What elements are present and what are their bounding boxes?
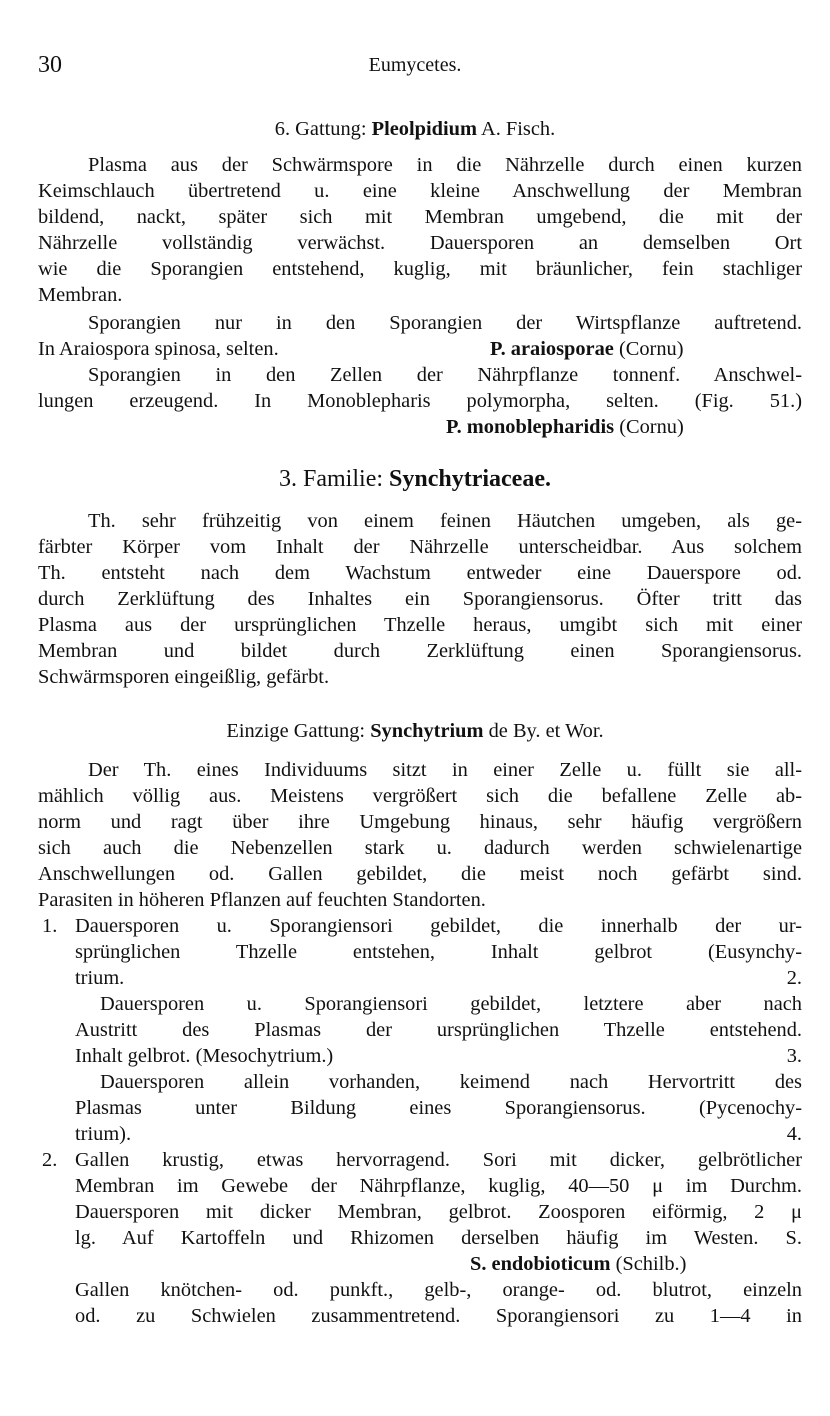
genus-heading-name: Synchytrium — [370, 720, 484, 742]
genus-heading-prefix: 6. Gattung: — [274, 118, 367, 140]
key-reference: 3. — [786, 1045, 802, 1067]
species-line — [490, 336, 802, 362]
species-line — [446, 414, 802, 440]
key-reference: 2. — [786, 967, 802, 989]
genus-heading — [0, 116, 830, 142]
genus-desc-line: Anschwellungen od. Gallen gebildet, die meist noch gefärbt sind. — [38, 863, 802, 885]
genus-desc-line: Plasma aus der Schwärmspore in die Nährzelle durch einen kurzen — [88, 154, 802, 176]
species-name: P. araiosporae — [490, 338, 614, 360]
species-author: (Cornu) — [618, 338, 684, 360]
genus-desc-line: Nährzelle vollständig verwächst. Dauersporen an demselben Ort — [38, 232, 802, 254]
genus-heading-author: A. Fisch. — [481, 118, 556, 140]
family-desc-line: Plasma aus der ursprünglichen Thzelle heraus, umgibt sich mit einer — [38, 614, 802, 636]
genus-desc-line: sich auch die Nebenzellen stark u. dadurch werden schwielenartige — [38, 837, 802, 859]
key-line: Dauersporen allein vorhanden, keimend nach Hervortritt des — [100, 1071, 802, 1093]
page-number: 30 — [38, 52, 62, 78]
family-heading — [0, 466, 830, 493]
family-desc-line: Schwärmsporen eingeißlig, gefärbt. — [38, 666, 330, 688]
key-line: Plasmas unter Bildung eines Sporangiensorus. (Pycenochy- — [75, 1097, 802, 1119]
key-line: Inhalt gelbrot. (Mesochytrium.) — [75, 1045, 334, 1067]
key-line: Austritt des Plasmas der ursprünglichen Thzelle entstehend. — [75, 1019, 802, 1041]
key-line: trium). — [75, 1123, 132, 1145]
family-desc-line: Th. entsteht nach dem Wachstum entweder eine Dauerspore od. — [38, 562, 802, 584]
species-author: (Cornu) — [619, 416, 684, 438]
genus-heading — [0, 718, 830, 744]
family-desc-line: durch Zerklüftung des Inhaltes ein Sporangiensorus. Öfter tritt das — [38, 588, 802, 610]
key-line: od. zu Schwielen zusammentretend. Sporangiensori zu 1—4 in — [75, 1305, 802, 1327]
key-line: lungen erzeugend. In Monoblepharis polymorpha, selten. (Fig. 51.) — [38, 390, 802, 412]
key-line: Dauersporen u. Sporangiensori gebildet, letztere aber nach — [100, 993, 802, 1015]
running-title: Eumycetes. — [368, 54, 462, 76]
genus-heading-prefix: Einzige Gattung: — [226, 720, 366, 742]
species-line — [470, 1251, 802, 1277]
key-line: Sporangien nur in den Sporangien der Wirtspflanze auftretend. — [88, 312, 802, 334]
key-reference: 4. — [786, 1123, 802, 1145]
genus-desc-line: norm und ragt über ihre Umgebung hinaus, sehr häufig vergrößern — [38, 811, 802, 833]
genus-desc-line: Der Th. eines Individuums sitzt in einer Zelle u. füllt sie all- — [88, 759, 802, 781]
key-line: Dauersporen mit dicker Membran, gelbrot. Zoosporen eiförmig, 2 μ — [75, 1201, 802, 1223]
species-name: P. monoblepharidis — [446, 416, 615, 438]
key-number: 1. — [42, 915, 58, 937]
family-desc-line: Th. sehr frühzeitig von einem feinen Häutchen umgeben, als ge- — [88, 510, 802, 532]
family-heading-prefix: 3. Familie: — [279, 466, 384, 492]
key-text: In Araiospora spinosa, selten. — [38, 338, 279, 360]
key-line: Dauersporen u. Sporangiensori gebildet, die innerhalb der ur- — [75, 915, 802, 937]
genus-desc-line: bildend, nackt, später sich mit Membran umgebend, die mit der — [38, 206, 802, 228]
genus-desc-line: mählich völlig aus. Meistens vergrößert sich die befallene Zelle ab- — [38, 785, 802, 807]
species-author: (Schilb.) — [615, 1253, 687, 1275]
key-line: sprünglichen Thzelle entstehen, Inhalt gelbrot (Eusynchy- — [75, 941, 802, 963]
key-line: Membran im Gewebe der Nährpflanze, kuglig, 40—50 μ im Durchm. — [75, 1175, 802, 1197]
key-line: trium. — [75, 967, 125, 989]
genus-heading-author: de By. et Wor. — [488, 720, 604, 742]
genus-desc-line: wie die Sporangien entstehend, kuglig, mit bräunlicher, fein stachliger — [38, 258, 802, 280]
family-heading-name: Synchytriaceae. — [389, 466, 551, 492]
genus-desc-line: Keimschlauch übertretend u. eine kleine Anschwellung der Membran — [38, 180, 802, 202]
genus-desc-line: Parasiten in höheren Pflanzen auf feuchten Standorten. — [38, 889, 486, 911]
key-line: Gallen krustig, etwas hervorragend. Sori mit dicker, gelbrötlicher — [75, 1149, 802, 1171]
genus-desc-line: Membran. — [38, 284, 123, 306]
species-name: S. endobioticum — [470, 1253, 611, 1275]
family-desc-line: Membran und bildet durch Zerklüftung einen Sporangiensorus. — [38, 640, 802, 662]
key-line: Sporangien in den Zellen der Nährpflanze tonnenf. Anschwel- — [88, 364, 802, 386]
family-desc-line: färbter Körper vom Inhalt der Nährzelle unterscheidbar. Aus solchem — [38, 536, 802, 558]
genus-heading-name: Pleolpidium — [371, 118, 478, 140]
key-line: Gallen knötchen- od. punkft., gelb-, orange- od. blutrot, einzeln — [75, 1279, 802, 1301]
key-line: lg. Auf Kartoffeln und Rhizomen derselben häufig im Westen. S. — [75, 1227, 802, 1249]
key-number: 2. — [42, 1149, 58, 1171]
